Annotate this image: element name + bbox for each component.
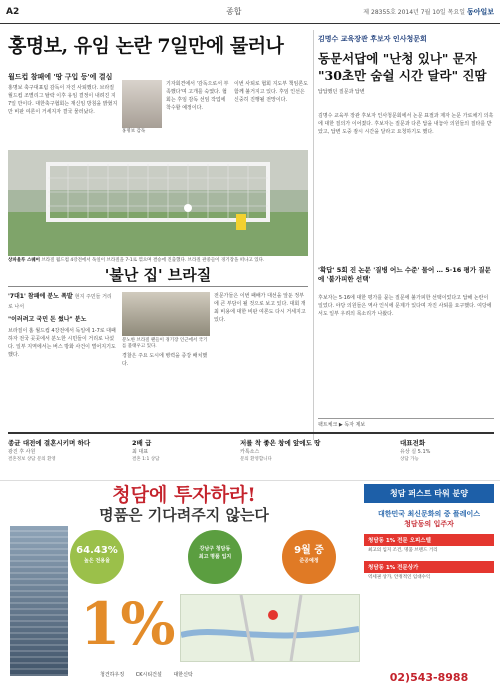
sponsor-logo-2: CK시티건설 xyxy=(135,672,162,678)
column-body-a xyxy=(8,292,116,359)
location-map xyxy=(180,594,360,662)
ad-feature-circles xyxy=(70,528,360,588)
lead-deck: 월드컵 참패에 '땅 구입 등'에 결심 xyxy=(8,73,113,81)
portrait-photo[interactable] xyxy=(122,80,162,128)
ad-side-desc-1: 최고의 입지 조건, 명품 브랜드 거리 xyxy=(368,548,438,553)
column-text-c: 전문가들은 이번 패배가 대선을 앞둔 정부에 큰 부담이 될 것으로 보고 있다. 대회 개최 비용에 대한 비판 여론도 다시 거세지고 있다. xyxy=(214,293,306,323)
column-photo[interactable] xyxy=(122,292,210,336)
column-rule xyxy=(8,286,308,287)
column-subhead: '7대1' 참패에 분노 폭발 현지 주민들 거리로 나서 xyxy=(8,293,112,310)
right-lower-subhead: '확답' 5회 진 논문 '질병 어느 수준' 물어 … 5·16 평가 질문에 '불가피한 선택' xyxy=(318,266,491,283)
ad-headline: 청담에 투자하라! xyxy=(112,484,256,506)
notice-bar: 팩트체크 ▶ 독자 제보 xyxy=(318,418,494,428)
lead-body-col2: 기자회견에서 '​감독으로서 부족했다​'며 고개를 숙였다. 협회는 후임 감독 선임 작업에 착수할 예정이다. xyxy=(166,81,229,111)
classified-ad-2[interactable]: 2배 급 최 대표 결혼 1:1 상담 xyxy=(132,439,160,462)
ad-side-item-1[interactable]: 청담동 1% 전문 오피스텔 xyxy=(364,534,494,546)
column-text-a: 브라질이 홈 월드컵 4강전에서 독일에 1-7로 대패하자 전국 곳곳에서 분노한 시민들이 거리로 나섰다. 일부 지역에서는 버스 방화 사건이 벌어지기도 했다. xyxy=(8,328,116,358)
right-tag: 김명수 교육장관 후보자 인사청문회 xyxy=(318,35,427,43)
section-label: 종합 xyxy=(226,7,242,16)
ad-percent-graphic: 1% xyxy=(80,590,176,658)
column-body-b xyxy=(122,292,210,368)
masthead xyxy=(0,0,500,24)
right-deck: 답답했던 질문과 답변 xyxy=(318,89,365,95)
lead-headline[interactable]: 홍명보, 유임 논란 7일만에 물러나 xyxy=(8,35,284,57)
classified-ads xyxy=(8,432,494,478)
classified-ad-3[interactable]: 저를 착 좋은 창에 앞에도 땅 카톡소스 문의 환영합니다 xyxy=(240,439,321,462)
right-lower-body: 후보자는 5·16에 대한 평가를 묻는 질문에 불가피한 선택이었다고 답해 논란이 일었다. 야당 의원들은 역사 인식에 문제가 있다며 자진 사퇴를 요구했다. 여당에서도 일부 우려의 목소리가 나왔다. xyxy=(318,295,492,317)
classified-ad-1[interactable]: 종균 대전에 결혼시키며 하다 광진 후 사원 결혼정보 상담 문의 환영 xyxy=(8,439,91,462)
classified-ad-4[interactable]: 대표전화 유상 실 5.1% 상담 가능 xyxy=(400,439,431,462)
feature-circle-3: 9월 중 준공예정 xyxy=(282,530,336,584)
feature-circle-1: 64.43% 높은 전용율 xyxy=(70,530,124,584)
column-title[interactable]: '불난 집' 브라질 xyxy=(104,266,212,284)
page-number: A2 xyxy=(6,7,20,17)
column-divider xyxy=(313,30,314,440)
ad-side-head: 청담 퍼스트 타워 분양 xyxy=(364,484,494,503)
ad-subheadline: 명품은 기다려주지 않는다 xyxy=(99,506,269,524)
ad-sponsor-logos xyxy=(100,666,360,684)
lead-body-col3: 이번 사퇴로 협회 지도부 책임론도 함께 불거지고 있다. 후임 인선은 신중히 진행될 전망이다. xyxy=(234,81,308,103)
brand-logo: 동아일보 xyxy=(466,8,494,16)
lead-body: 홍명보 축구대표팀 감독이 자진 사퇴했다. 브라질 월드컵 조별리그 탈락 이후 유임 결정이 내려진 지 7일 만이다. 대한축구협회는 재신임 방침을 밝혔지만 비판 여론이 거세지자 결국 물러났다. xyxy=(8,85,118,115)
ad-phone-number[interactable]: 02)543-8988 xyxy=(389,671,469,684)
soccer-goal-illustration xyxy=(8,150,308,256)
column-text-b: 경찰은 주요 도시에 병력을 증강 배치했다. xyxy=(122,353,208,367)
ad-banner xyxy=(8,484,360,524)
sponsor-logo-3: 대한신탁 xyxy=(173,672,193,678)
ad-side-tag: 대한민국 최신문화의 중 플레이스 청담동의 입주자 xyxy=(378,510,480,528)
right-headline[interactable]: 동문서답에 "난청 있나" 문자 "30초만 숨쉴 시간 달라" 진땀 xyxy=(318,51,487,83)
feature-circle-2: 강남구 청담동 최고 명품 입지 xyxy=(188,530,242,584)
photo-caption: 상파울루 스퀘어 브라질 월드컵 4강전에서 독일이 브라질을 7-1로 꺾으며 결승에 진출했다. 브라질 관중들이 경기장을 떠나고 있다. xyxy=(8,258,265,263)
building-illustration xyxy=(10,526,68,676)
ad-side-item-2[interactable]: 청담동 1% 전문상가 xyxy=(364,561,494,573)
news-photo[interactable] xyxy=(8,150,308,256)
ad-side-desc-2: 역세권 상가, 안정적인 임대수익 xyxy=(368,575,431,580)
portrait-caption: 홍명보 감독 xyxy=(122,129,146,134)
column-photo-caption: 분노한 브라질 팬들이 경기장 인근에서 국기를 불태우고 있다. xyxy=(122,338,208,349)
ad-side-panel xyxy=(364,484,494,684)
sponsor-logo-1: 청건하우징 xyxy=(100,672,125,678)
column-subhead-2: "이러려고 국민 돈 썼나" 분노 xyxy=(8,316,87,323)
right-body: 김명수 교육부 장관 후보자 인사청문회에서 논문 표절과 제자 논문 가로채기 의혹에 대한 질의가 이어졌다. 후보자는 질문과 다른 답을 내놓아 의원들의 질타를 받았고, 답변 도중 잠시 시간을 달라고 요청하기도 했다. xyxy=(318,113,494,135)
issue-meta: 제 28355호 2014년 7월 10일 목요일 동아일보 xyxy=(363,8,494,16)
